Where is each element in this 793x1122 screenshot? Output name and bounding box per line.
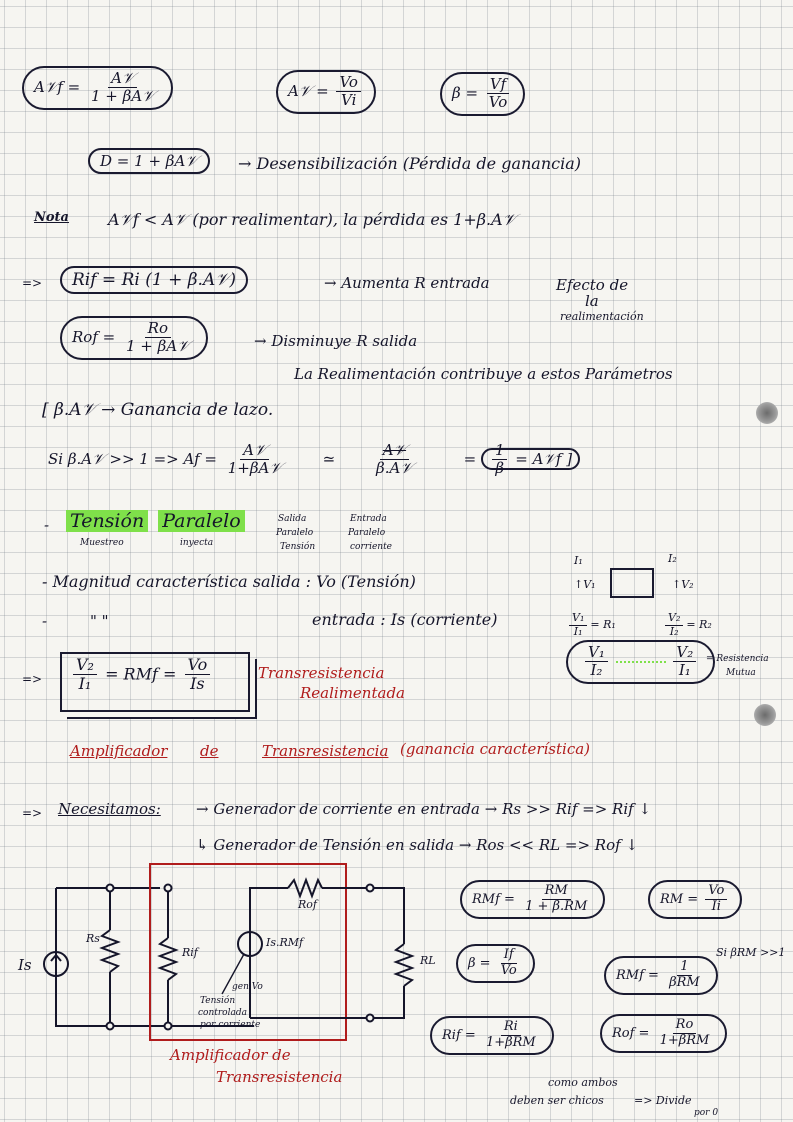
rif-formula-cloud [430, 1016, 554, 1055]
circuit-caption-2: Transresistencia [216, 1068, 343, 1086]
wire-rl-top [322, 888, 404, 944]
brace-note-2: la [585, 292, 599, 310]
bottom-note-4: por 0 [694, 1108, 719, 1118]
rmf-rhs-den: Is [190, 674, 205, 694]
tp-m1-den: I₂ [590, 661, 603, 680]
contrib-text: La Realimentación contribuye a estos Parámetros [294, 365, 673, 383]
rf-rif-num: Ri [501, 1020, 521, 1036]
circuit-is-label: Is [18, 956, 32, 974]
amp-w3: Transresistencia [262, 742, 389, 760]
rf-rmf-num: RM [542, 884, 571, 900]
mutua-2: Mutua [726, 668, 756, 678]
circuit-note-3: controlada [198, 1008, 247, 1018]
bottom-note-2: deben ser chicos [510, 1094, 604, 1107]
rf-rof-lhs: Rof = [612, 1025, 650, 1041]
desens-text: → Desensibilización (Pérdida de ganancia) [238, 154, 581, 173]
tp-i2: I₂ [668, 552, 677, 565]
need-line-2: ↳ Generador de Tensión en salida → Ros << RL => Rof ↓ [196, 836, 639, 854]
tp-m2-den: I₁ [678, 661, 691, 680]
rf-rm-lhs: RM = [660, 891, 699, 907]
rf-rmf2-den: βRM [669, 974, 700, 990]
anf-num: A𝒱 [108, 70, 137, 88]
rmf-lhs-den: I₁ [78, 674, 92, 694]
brace-note-1: Efecto de [556, 276, 629, 294]
approx-symbol: ≃ [322, 449, 336, 468]
rmf-mid: = RMf = [105, 664, 177, 684]
need-label: Necesitamos: [58, 800, 161, 818]
circuit-rl-label: RL [420, 954, 436, 967]
rf-rif-den: 1+βRM [485, 1034, 536, 1050]
rf-beta-den: Vo [500, 962, 517, 978]
ap-den: β.A𝒱 [376, 459, 413, 478]
amp-w2: de [200, 742, 219, 760]
rmf-implies: => [22, 672, 43, 686]
tension-sub-1: Muestreo [80, 538, 124, 548]
loop-gain-text: [ β.A𝒱 → Ganancia de lazo. [42, 400, 274, 420]
rmf-formula-cloud [460, 880, 605, 919]
magnitud-line-1: - Magnitud característica salida : Vo (Tensión) [42, 572, 416, 591]
rf-rof-den: 1+βRM [659, 1032, 710, 1048]
res-tail: = A𝒱f ] [515, 449, 573, 468]
circuit-caption-1: Amplificador de [170, 1046, 291, 1064]
circuit-rs-label: Rs [86, 932, 100, 945]
tension-paren-1: Salida [278, 514, 307, 524]
bottom-note-3: => Divide [634, 1094, 692, 1107]
circuit-note-4: por corriente [200, 1020, 261, 1030]
brace-note-3: realimentación [560, 310, 644, 323]
nota-text: A𝒱f < A𝒱 (por realimentar), la pérdida es 1+β.A𝒱 [108, 210, 516, 229]
desens-box: D = 1 + βA𝒱 [88, 148, 210, 174]
av-lhs: A𝒱 = [288, 81, 329, 100]
magnitud-line-2-dash: - [42, 612, 48, 630]
nota-label: Nota [34, 210, 69, 225]
rf-rm-num: Vo [705, 884, 727, 900]
circuit-note-2: Tensión [200, 996, 236, 1006]
rof-arrow: → Disminuye R salida [254, 332, 418, 350]
rf-rmf2-num: 1 [677, 960, 691, 976]
tp-r2-val: = R₂ [686, 618, 712, 632]
tension-paren-5: Paralelo [348, 528, 386, 538]
tp-m2-num: V₂ [673, 644, 696, 662]
beta-num: Vf [487, 76, 509, 94]
bottom-note-1: como ambos [548, 1076, 618, 1089]
circuit-note-1: gen Vo [232, 982, 263, 992]
rf-rmf2-lhs: RMf = [616, 967, 659, 983]
tension-paren-4: Entrada [350, 514, 387, 524]
rf-rof-num: Ro [673, 1018, 697, 1034]
tension-word: Tensión [66, 510, 148, 532]
eq-symbol: = [463, 449, 477, 468]
tension-sub-2: inyecta [180, 538, 214, 548]
af-num: A𝒱 [240, 442, 269, 460]
magnitud-line-2: entrada : Is (corriente) [312, 610, 498, 629]
rl-resistor [396, 944, 412, 986]
af-den: 1+βA𝒱 [227, 459, 282, 478]
ap-num: A𝒱 [380, 442, 409, 460]
rs-resistor [102, 930, 118, 972]
amp-w1: Amplificador [70, 742, 168, 760]
rof-formula-cloud [600, 1014, 727, 1053]
rof-resistor [288, 880, 322, 896]
tension-paren-3: Tensión [280, 542, 316, 552]
wire-rl-bottom [250, 986, 404, 1018]
av-den: Vi [341, 91, 357, 110]
rf-rif-lhs: Rif = [442, 1027, 476, 1043]
av-num: Vo [336, 74, 361, 92]
wire-src-top [250, 888, 288, 1018]
tension-paren-6: corriente [350, 542, 393, 552]
res-num: 1 [492, 442, 508, 460]
circuit-src-label: Is.RMf [266, 936, 304, 949]
rmf-red-1: Transresistencia [258, 664, 385, 682]
si-brm-note: Si βRM >>1 [716, 946, 786, 959]
beta-lhs: β = [452, 83, 479, 102]
tp-r1-den: I₁ [573, 624, 583, 638]
magnitud-line-2-ditto: " " [90, 612, 109, 630]
rof-lhs: Rof = [72, 327, 116, 346]
mutua-1: = Resistencia [706, 654, 769, 664]
rf-rmf-lhs: RMf = [472, 891, 515, 907]
rif-cloud: Rif = Ri (1 + β.A𝒱) [60, 266, 248, 294]
rmf2-formula-cloud [604, 956, 718, 995]
effects-implies: => [22, 276, 43, 290]
rf-beta-lhs: β = [468, 955, 491, 971]
circuit-rof-label: Rof [298, 898, 317, 911]
beta-den: Vo [488, 93, 508, 112]
rof-den: 1 + βA𝒱 [126, 337, 190, 356]
circuit-rif-label: Rif [182, 946, 198, 959]
rmf-rhs-num: Vo [185, 656, 211, 675]
paralelo-word: Paralelo [158, 510, 245, 532]
rf-beta-num: If [501, 948, 517, 964]
res-den: β [495, 459, 505, 478]
tp-m1-num: V₁ [585, 644, 608, 662]
tension-paren-2: Paralelo [276, 528, 314, 538]
amplifier-frame [150, 864, 346, 1040]
amp-tail: (ganancia característica) [400, 740, 591, 758]
rmf-red-2: Realimentada [300, 684, 405, 702]
tp-r2-num: V₂ [665, 612, 683, 626]
beta-formula-cloud [456, 944, 535, 983]
binder-hole-top [756, 402, 778, 424]
rif-resistor [160, 938, 176, 980]
tp-r2-den: I₂ [669, 624, 679, 638]
si-text: Si β.A𝒱 >> 1 => Af = [48, 449, 217, 468]
tp-r1-num: V₁ [569, 612, 587, 626]
binder-hole-bottom [754, 704, 776, 726]
rof-num: Ro [145, 320, 171, 338]
tp-v1: ↑V₁ [574, 578, 596, 591]
tp-v2: ↑V₂ [672, 578, 694, 591]
tension-dash: - [44, 516, 50, 534]
rmf-lhs-num: V₂ [73, 656, 97, 675]
need-implies: => [22, 806, 43, 820]
tp-r1-val: = R₁ [590, 618, 616, 632]
tp-i1: I₁ [574, 554, 583, 567]
rif-arrow: → Aumenta R entrada [324, 274, 490, 292]
rf-rm-den: Ii [711, 898, 721, 914]
need-line-1: → Generador de corriente en entrada → Rs >> Rif => Rif ↓ [196, 800, 652, 818]
anf-den: 1 + βA𝒱 [91, 87, 155, 106]
rf-rmf-den: 1 + β.RM [525, 898, 588, 914]
rm-formula-cloud [648, 880, 742, 919]
anf-lhs: A𝒱f = [34, 77, 81, 96]
